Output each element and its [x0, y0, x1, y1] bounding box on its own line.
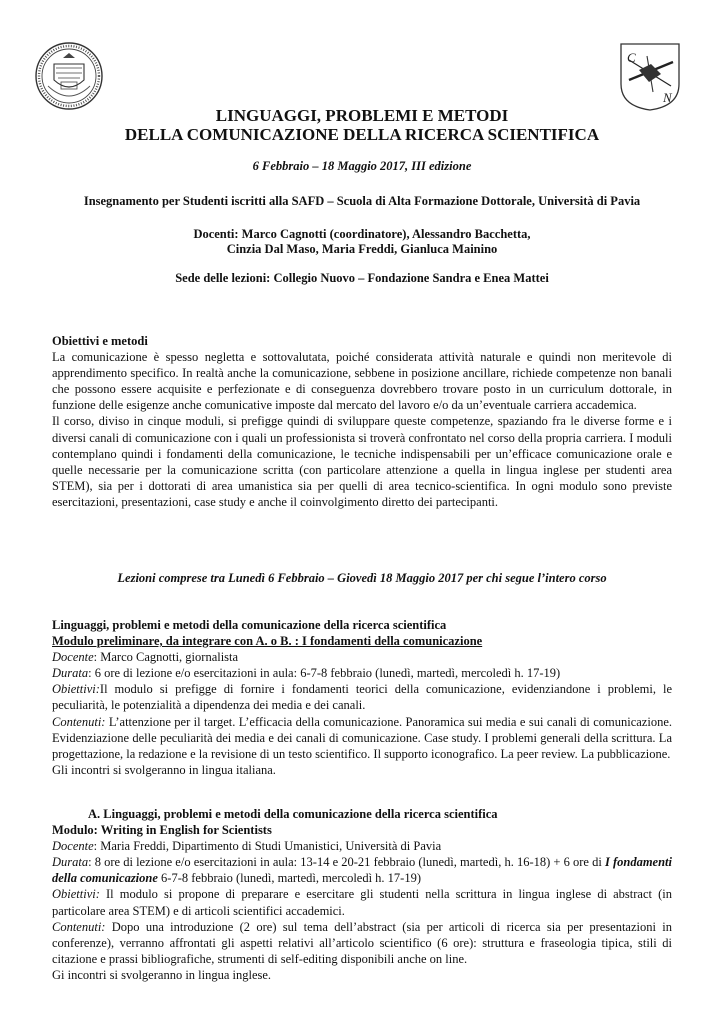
module-pre-contenuti — [52, 714, 672, 762]
module-pre-heading-1: Linguaggi, problemi e metodi della comunicazione della ricerca scientifica — [52, 618, 447, 632]
docente-value: : Marco Cagnotti, giornalista — [93, 650, 239, 665]
teachers-line-2: Cinzia Dal Maso, Maria Freddi, Gianluca Mainino — [226, 242, 498, 256]
course-info: Insegnamento per Studenti iscritti alla SAFD – Scuola di Alta Formazione Dottorale, Università di Pavia — [83, 194, 641, 208]
docente-label: Docente — [52, 650, 94, 665]
course-dates: 6 Febbraio – 18 Maggio 2017, III edizione — [252, 159, 472, 173]
durata-tail: 6-7-8 febbraio (lunedì, martedì, mercoledì h. 17-19) — [157, 871, 422, 886]
module-pre-language-note: Gli incontri si svolgeranno in lingua italiana. — [52, 762, 276, 777]
module-a-obiettivi — [52, 886, 672, 918]
contenuti-label: Contenuti: — [52, 714, 106, 729]
obiettivi-value: Il modulo si propone di preparare e esercitare gli studenti nella scrittura in lingua inglese di abstract (in particolare area STEM) e di articoli scientifici accademici. — [52, 887, 672, 918]
module-pre-durata — [52, 665, 672, 681]
durata-value: : 6 ore di lezione e/o esercitazioni in aula: 6-7-8 febbraio (lunedì, martedì, mercoledì h. 17-19) — [88, 666, 561, 681]
module-a-heading-1: A. Linguaggi, problemi e metodi della comunicazione della ricerca scientifica — [88, 807, 498, 821]
title-line-1: LINGUAGGI, PROBLEMI E METODI — [215, 106, 509, 125]
module-pre-heading-2: Modulo preliminare, da integrare con A. o B. : I fondamenti della comunicazione — [52, 634, 483, 649]
objectives-section — [52, 333, 672, 510]
university-seal-logo — [34, 40, 104, 112]
contenuti-value: Dopo una introduzione (2 ore) sul tema dell’abstract (sia per articoli di ricerca sia per presentazioni in conferenze), verranno affrontati gli aspetti relativi all’articolo scientifico (6 ore): struttura e fraseologia tipica, stili di citazione e prassi bibliografiche, strumenti di self-editing disponibili anche on line. — [52, 919, 672, 966]
title-line-2: DELLA COMUNICAZIONE DELLA RICERCA SCIENTIFICA — [124, 125, 600, 144]
module-a-contenuti — [52, 919, 672, 967]
objectives-paragraph-2: Il corso, diviso in cinque moduli, si prefigge quindi di sviluppare queste competenze, spaziando fra le diverse forme e i diversi canali di comunicazione con i quali un professionista si troverà confrontato nel corso della propria carriera. I moduli contemplano quindi i fondamenti della comunicazione, le tecniche indispensabili per un’efficace comunicazione orale e quelle necessarie per la comunicazione scritta (con particolare attenzione a quella in lingua inglese per studenti area STEM), sia per i dottorati di area umanistica sia per quelli di area tecnico-scientifica. In ogni modulo sono previste esercitazioni, presentazioni, case study e anche il coinvolgimento diretto dei partecipanti. — [52, 414, 672, 509]
docente-label: Docente — [52, 839, 94, 854]
collegio-nuovo-logo — [617, 40, 683, 112]
docente-value: : Maria Freddi, Dipartimento di Studi Umanistici, Università di Pavia — [93, 839, 442, 854]
module-a-section — [52, 806, 672, 983]
emblem-letter-c: C — [627, 50, 636, 65]
emblem-letter-n: N — [663, 90, 672, 105]
contenuti-value: L’attenzione per il target. L’efficacia della comunicazione. Panoramica sui media e sui canali di comunicazione. Evidenziazione delle peculiarità dei media e dei canali di comunicazione. Case study. I problemi generali della scrittura. La progettazione, la redazione e la revisione di un testo scientifico. Il supporto iconografico. La peer review. La pubblicazione. — [52, 714, 672, 761]
durata-value: : 8 ore di lezione e/o esercitazioni in aula: 13-14 e 20-21 febbraio (lunedì, martedì, h. 16-18) + 6 ore di — [88, 855, 605, 870]
module-preliminary-section — [52, 617, 672, 778]
durata-emphasis: I fondamenti della comunicazione — [52, 855, 672, 886]
module-a-heading-2: Modulo: Writing in English for Scientists — [52, 823, 272, 838]
lessons-banner: Lezioni comprese tra Lunedì 6 Febbraio – Giovedì 18 Maggio 2017 per chi segue l’intero corso — [117, 571, 607, 585]
contenuti-label: Contenuti: — [52, 919, 106, 934]
module-a-durata — [52, 854, 672, 886]
module-pre-docente — [52, 649, 672, 665]
module-a-language-note: Gi incontri si svolgeranno in lingua inglese. — [52, 967, 272, 982]
module-a-docente — [52, 838, 672, 854]
objectives-heading: Obiettivi e metodi — [52, 334, 148, 348]
module-pre-obiettivi — [52, 681, 672, 713]
obiettivi-label: Obiettivi: — [52, 682, 100, 697]
objectives-paragraph-1: La comunicazione è spesso negletta e sottovalutata, poiché considerata attività naturale e quindi non meritevole di apprendimento specifico. In realtà anche la comunicazione, sebbene in posizione ancillare, richiede competenze non banali che possono essere acquisite e perfezionate e di conseguenza dovrebbero trovare posto in un curriculum dottorale, in funzione delle esigenze anche comunicative imposte dal mercato del lavoro e/o da un’eventuale carriera accademica. — [52, 350, 672, 413]
teachers-line-1: Docenti: Marco Cagnotti (coordinatore), Alessandro Bacchetta, — [193, 227, 531, 241]
obiettivi-value: Il modulo si prefigge di fornire i fondamenti teorici della comunicazione, evidenziandone i problemi, le peculiarità, le potenzialità a dipendenza dei media e dei canali. — [52, 682, 672, 713]
obiettivi-label: Obiettivi: — [52, 887, 100, 902]
durata-label: Durata — [52, 666, 89, 681]
venue: Sede delle lezioni: Collegio Nuovo – Fondazione Sandra e Enea Mattei — [175, 271, 549, 285]
durata-label: Durata — [52, 855, 89, 870]
